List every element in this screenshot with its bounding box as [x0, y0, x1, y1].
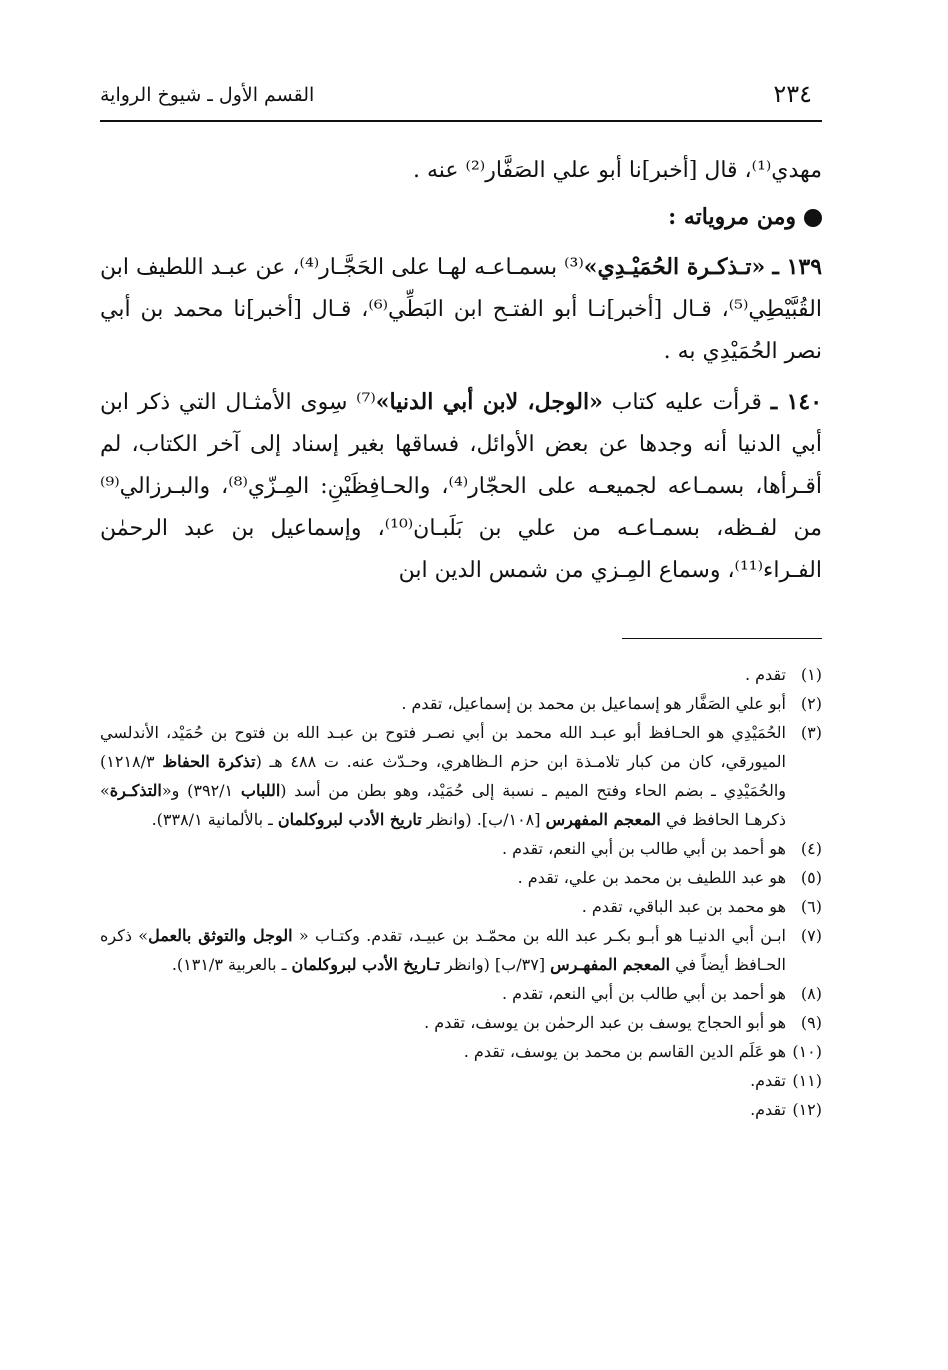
footnote-separator	[622, 638, 822, 639]
footnote-number: (٣)	[800, 723, 822, 742]
footnote: (١٠) هو عَلَم الدين القاسم بن محمد بن يوسف، تقدم .	[100, 1037, 822, 1066]
footnote-number: (١١)	[792, 1071, 822, 1090]
footnotes	[100, 660, 822, 1124]
footnote-number: (٤)	[800, 839, 822, 858]
entry-139	[100, 246, 822, 373]
footnote-number: (٨)	[800, 984, 822, 1003]
intro-line: مهدي⁽¹⁾، قال [أخبر]نا أبو علي الصَفَّار⁽²⁾ عنه .	[413, 158, 822, 183]
footnote-number: (١)	[800, 665, 822, 684]
footnote: (٨) هو أحمد بن أبي طالب بن أبي النعم، تقدم .	[100, 979, 822, 1008]
footnote-number: (٥)	[800, 868, 822, 887]
entry-prefix: قرأت عليه كتاب	[611, 390, 762, 415]
entry-title: «تـذكـرة الحُمَيْـدِي»	[583, 254, 766, 280]
section-heading: ومن مروياته :	[100, 196, 822, 238]
footnote-number: (٦)	[800, 897, 822, 916]
footnote: (٤) هو أحمد بن أبي طالب بن أبي النعم، تقدم .	[100, 834, 822, 863]
footnote: (٦) هو محمد بن عبد الباقي، تقدم .	[100, 892, 822, 921]
entry-140	[100, 381, 822, 592]
footnote-number: (٧)	[800, 926, 822, 945]
footnote-number: (٢)	[800, 694, 822, 713]
running-title: القسم الأول ـ شيوخ الرواية	[100, 84, 315, 106]
bullet-icon	[804, 209, 822, 227]
footnote-number: (١٢)	[792, 1100, 822, 1119]
footnote: (٥) هو عبد اللطيف بن محمد بن علي، تقدم .	[100, 863, 822, 892]
footnote-number: (٩)	[800, 1013, 822, 1032]
main-text	[100, 150, 822, 592]
footnote: (٩) هو أبو الحجاج يوسف بن عبد الرحمٰن بن يوسف، تقدم .	[100, 1008, 822, 1037]
entry-number: ١٣٩ ـ	[772, 254, 823, 280]
footnote: (٣) الحُمَيْدِي هو الحـافظ أبو عبـد الله محمد بن أبي نصـر فتوح بن عبـد الله بن فتوح بن حُمَيْد، الأندلسي الميورقي، كان من كبار تلامـذة ابن حزم الـظاهري، وحـدّث عنه. ت ٤٨٨ هـ (تذكرة الحفاظ ١٢١٨/٣) والحُمَيْدِي ـ بضم الحاء وفتح الميم ـ نسبة إلى حُمَيْد، وهو بطن من أسد (اللباب ٣٩٢/١) و«التذكـرة» ذكرهـا الحافظ في المعجم المفهرس [١٠٨/ب]. (وانظر تاريخ الأدب لبروكلمان ـ بالألمانية ٣٣٨/١).	[100, 718, 822, 834]
footnote: (٢) أبو علي الصَفَّار هو إسماعيل بن محمد بن إسماعيل، تقدم .	[100, 689, 822, 718]
entry-number: ١٤٠ ـ	[770, 389, 823, 415]
footnote-number: (١٠)	[792, 1042, 822, 1061]
entry-text: ⁽⁷⁾ سِوى الأمثـال التي ذكر ابن أبي الدنيا أنه وجدها عن بعض الأوائل، فساقها بغير إسناد إلى آخر الكتاب، لم أقـرأها، بسمـاعه لجميعـه على الحجّار⁽⁴⁾، والحـافِظَيْنِ: المِـزّي⁽⁸⁾، والبـرزالي⁽⁹⁾ من لفـظه، بسمـاعـه من علي بن بَلَبـان⁽¹⁰⁾، وإسماعيل بن عبد الرحمٰن الفـراء⁽¹¹⁾، وسماع المِـزي من شمس الدين ابن	[100, 390, 822, 583]
footnote: (٧) ابـن أبي الدنيـا هو أبـو بكـر عبد الله بن محمّـد بن عبيـد، تقدم. وكتـاب « الوجل والتوثق بالعمل» ذكره الحـافظ أيضاً في المعجم المفهـرس [٣٧/ب] (وانظر تـاريخ الأدب لبروكلمان ـ بالعربية ١٣١/٣).	[100, 921, 822, 979]
page-number: ٢٣٤	[773, 80, 812, 108]
footnote: (١) تقدم .	[100, 660, 822, 689]
page-header	[100, 74, 822, 122]
footnote: (١١) تقدم.	[100, 1066, 822, 1095]
footnote: (١٢) تقدم.	[100, 1095, 822, 1124]
entry-title: «الوجل، لابن أبي الدنيا»	[375, 389, 603, 415]
header-rule	[100, 120, 822, 122]
entry-text: ⁽³⁾ بسمـاعـه لهـا على الحَجَّـار⁽⁴⁾، عن عبـد اللطيف ابن القُبَّيْطِي⁽⁵⁾، قـال [أخبر]نـا أبو الفتـح ابن البَطِّي⁽⁶⁾، قـال [أخبر]نا محمد بن أبي نصر الحُمَيْدِي به .	[100, 255, 822, 364]
